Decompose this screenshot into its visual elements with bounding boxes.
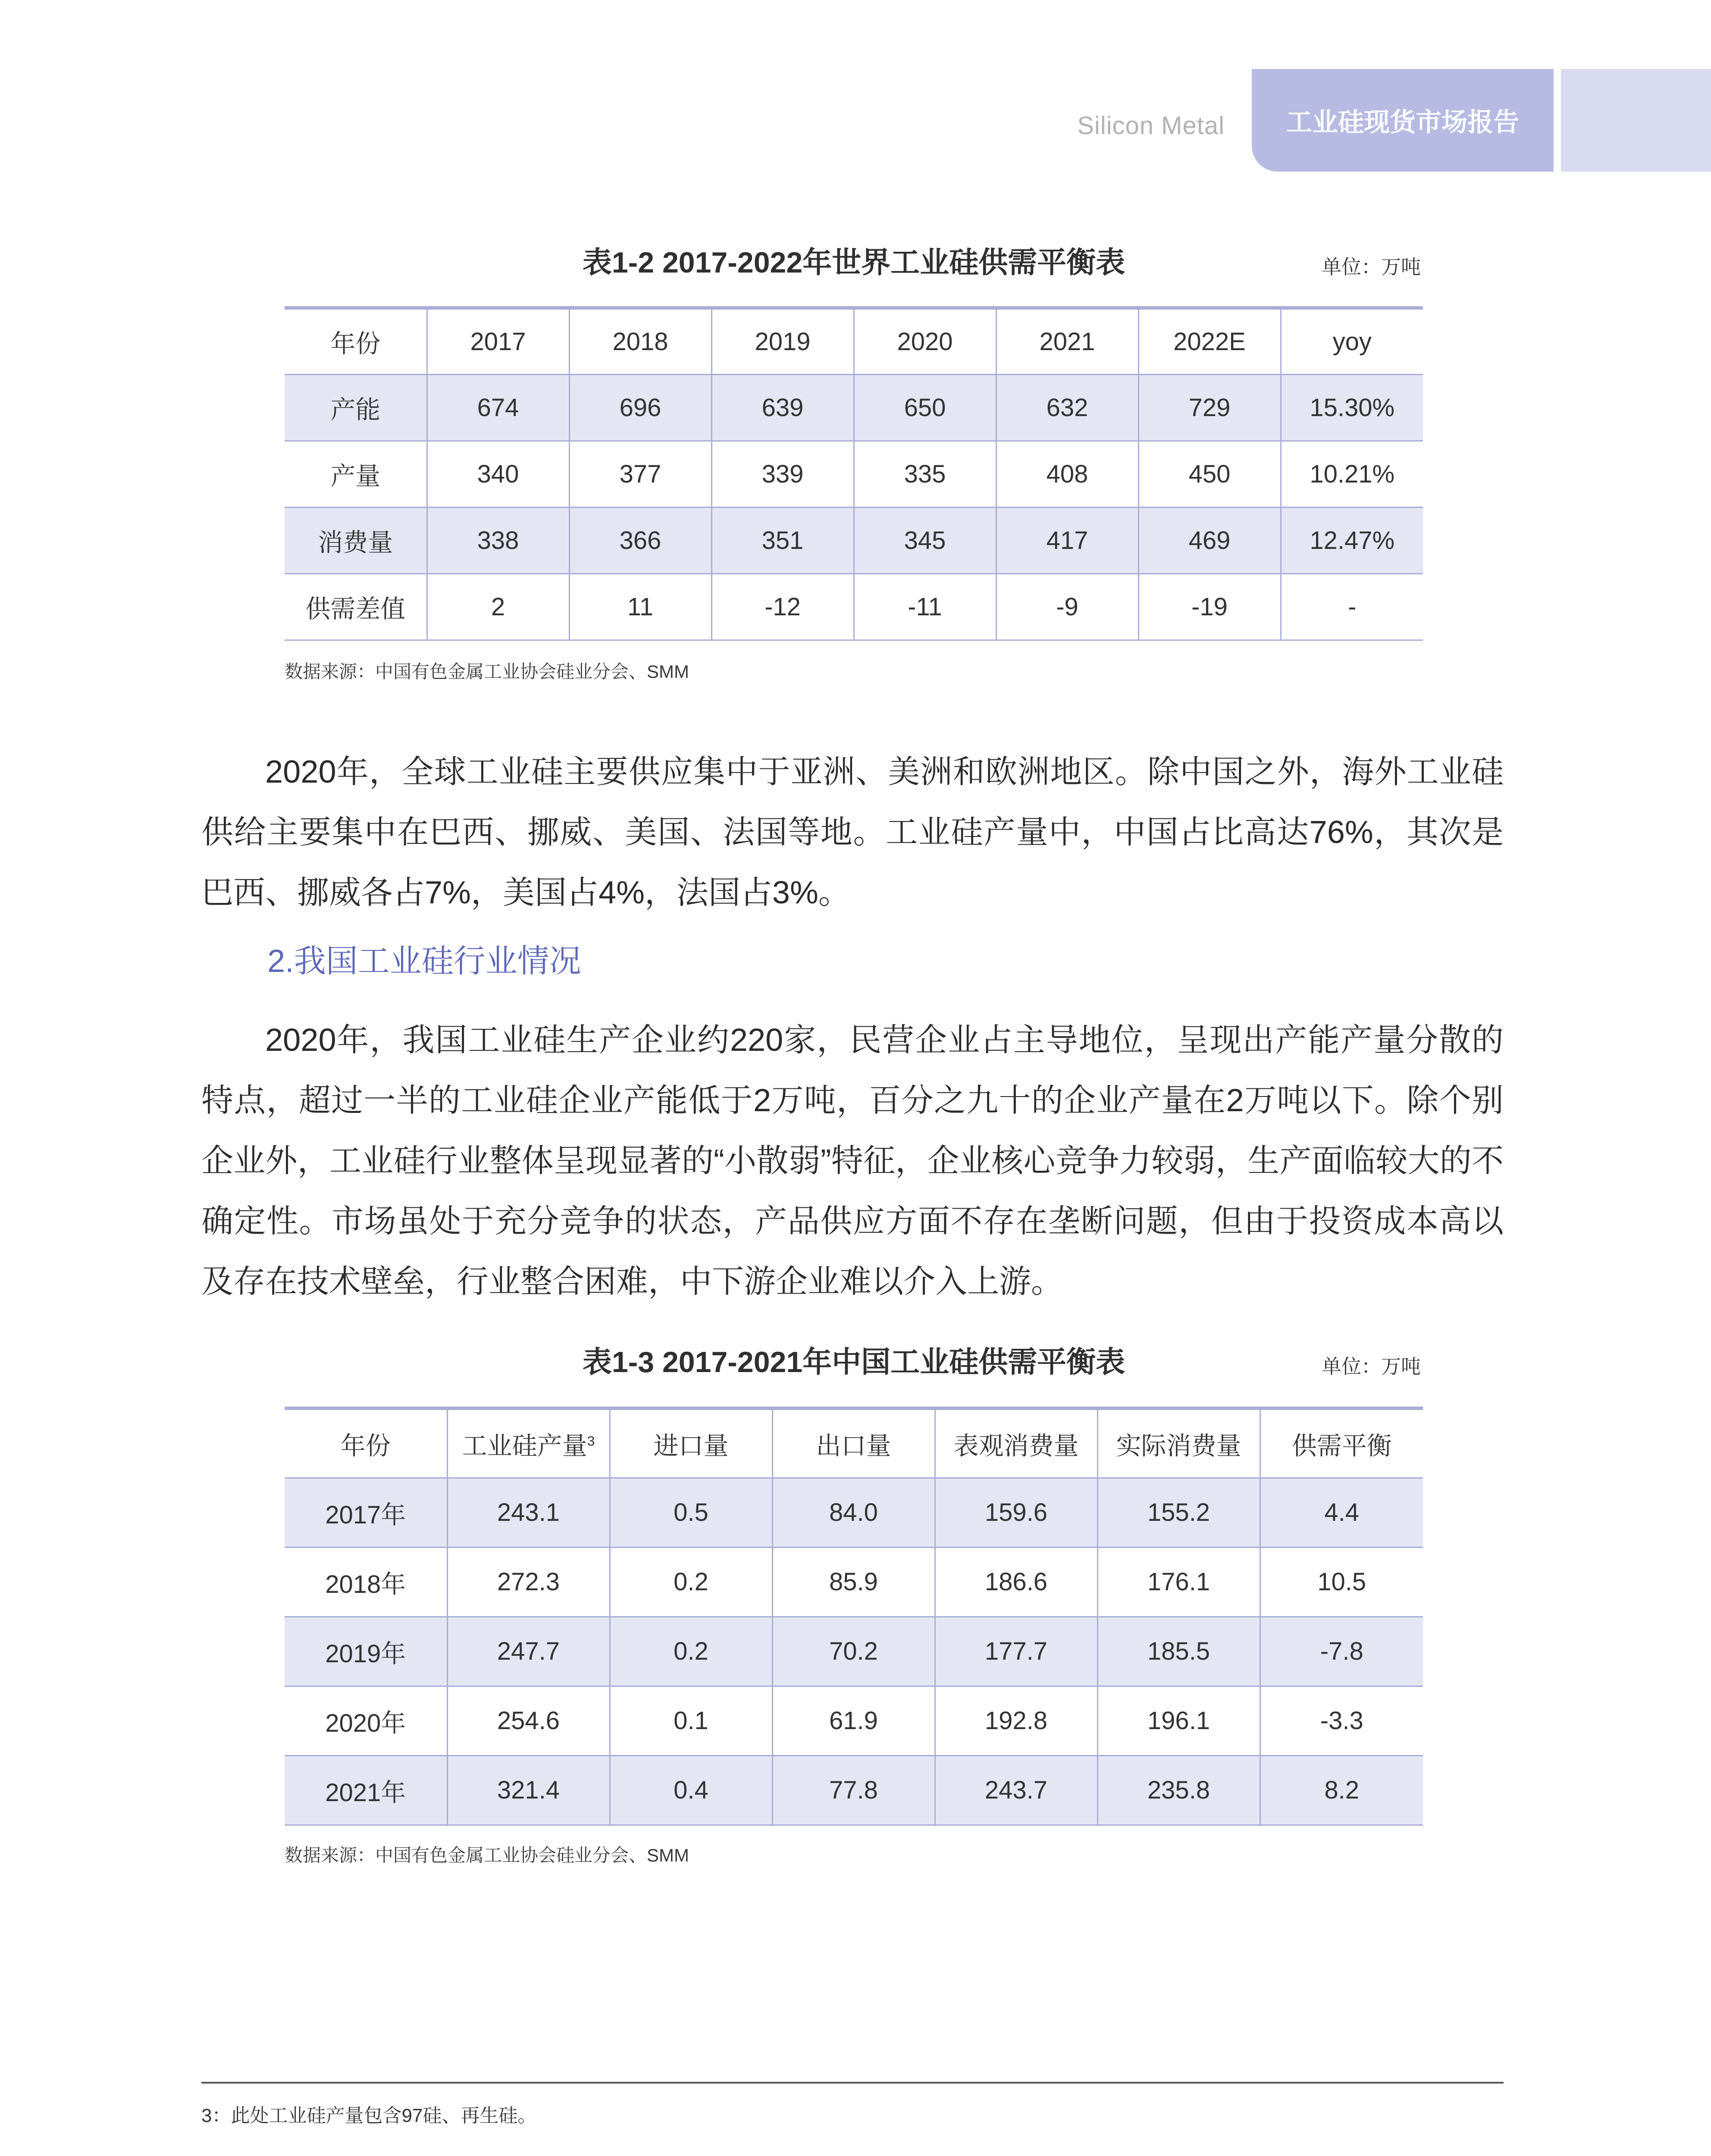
cell-text: 0.4 (674, 1776, 708, 1804)
table-row (285, 441, 1423, 507)
cell-text: 8.2 (1324, 1776, 1360, 1804)
cell-text: 2020年 (325, 1709, 406, 1737)
cell-text: -3.3 (1320, 1707, 1363, 1735)
table1-source: 数据来源：中国有色金属工业协会硅业分会、SMM (285, 661, 689, 682)
cell-text: 243.1 (497, 1498, 560, 1526)
cell-text: 176.1 (1147, 1568, 1210, 1596)
table1-cell: 674 (427, 374, 569, 441)
table2-cell (447, 1478, 610, 1547)
table2-cell (772, 1478, 935, 1547)
cell-text: 表观消费量 (953, 1432, 1079, 1460)
table1-cell: 10.21% (1281, 441, 1423, 507)
cell-text: 155.2 (1147, 1498, 1210, 1526)
cell-text: 2021年 (325, 1778, 406, 1807)
table2-source: 数据来源：中国有色金属工业协会硅业分会、SMM (285, 1845, 689, 1865)
cell-text: 0.2 (674, 1637, 708, 1665)
table1-cell: 696 (569, 374, 711, 441)
footnote-divider (201, 2082, 1504, 2084)
table1-header-cell: 2019 (711, 308, 854, 374)
table2 (285, 1407, 1423, 1826)
table1-cell: 11 (569, 573, 711, 640)
table2-cell (610, 1478, 772, 1547)
table1-cell: 417 (996, 507, 1138, 573)
table2-cell (935, 1755, 1097, 1825)
table2-cell (1097, 1755, 1260, 1825)
cell-text: 10.5 (1317, 1568, 1366, 1596)
cell-text: 出口量 (816, 1432, 891, 1460)
table1-header-cell: 2022E (1138, 308, 1281, 374)
table2-title: 表1-3 2017-2021年中国工业硅供需平衡表 (582, 1346, 1125, 1379)
table2-header-cell (610, 1408, 772, 1478)
table1-cell: 335 (854, 441, 996, 507)
table1-header-cell: 2020 (854, 308, 996, 374)
footnote-mark: 3 (587, 1433, 595, 1449)
cell-text: 供需平衡 (1291, 1432, 1392, 1460)
table1-cell: 338 (427, 507, 569, 573)
table1 (285, 306, 1423, 641)
cell-text: 192.8 (984, 1707, 1048, 1735)
section-heading-china-industry: 2.我国工业硅行业情况 (267, 943, 581, 979)
cell-text: 实际消费量 (1116, 1432, 1241, 1460)
table1-header-cell: 年份 (285, 308, 427, 374)
table1-cell: 产能 (285, 374, 427, 441)
table2-header-cell (935, 1408, 1097, 1478)
table1-cell: 供需差值 (285, 573, 427, 640)
paragraph-global-supply: 2020年，全球工业硅主要供应集中于亚洲、美洲和欧洲地区。除中国之外，海外工业硅供给主要集中在巴西、挪威、美国、法国等地。工业硅产量中，中国占比高达76%，其次是巴西、挪威各占7%，美国占4%，法国占3%。 (201, 754, 1504, 910)
cell-text: 0.5 (674, 1498, 708, 1526)
cell-text: 272.3 (497, 1568, 560, 1596)
table1-title: 表1-2 2017-2022年世界工业硅供需平衡表 (582, 246, 1125, 279)
table2-cell (1097, 1547, 1260, 1617)
table2-cell (772, 1755, 935, 1825)
table2-cell (935, 1617, 1097, 1686)
table1-cell: 632 (996, 374, 1138, 441)
cell-text: 进口量 (653, 1432, 729, 1460)
table2-cell (610, 1755, 772, 1825)
table1-cell: 366 (569, 507, 711, 573)
table1-cell: 12.47% (1281, 507, 1423, 573)
table1-cell: 639 (711, 374, 854, 441)
cell-text: 61.9 (829, 1707, 878, 1735)
table2-header-cell (1097, 1408, 1260, 1478)
table2-cell (935, 1547, 1097, 1617)
table1-cell: 469 (1138, 507, 1281, 573)
cell-text: 186.6 (984, 1568, 1048, 1596)
table1-cell: 351 (711, 507, 854, 573)
cell-text: 243.7 (984, 1776, 1048, 1804)
table1-cell: -11 (854, 573, 996, 640)
table2-cell (1260, 1547, 1423, 1617)
cell-text: 247.7 (497, 1637, 560, 1665)
table1-cell: 产量 (285, 441, 427, 507)
table2-cell (285, 1617, 447, 1686)
table2-cell (1260, 1478, 1423, 1547)
table1-header-cell: 2017 (427, 308, 569, 374)
cell-text: 321.4 (497, 1776, 560, 1804)
cell-text: 2018年 (325, 1570, 406, 1598)
table1-cell: 消费量 (285, 507, 427, 573)
table2-cell (610, 1686, 772, 1755)
table2-cell (1097, 1478, 1260, 1547)
table1-unit: 单位：万吨 (1322, 256, 1421, 278)
cell-text: 235.8 (1147, 1776, 1210, 1804)
cell-text: 85.9 (829, 1568, 878, 1596)
footnote-text: 3：此处工业硅产量包含97硅、再生硅。 (201, 2105, 537, 2126)
table2-cell (1260, 1617, 1423, 1686)
table1-cell: 650 (854, 374, 996, 441)
table-row (285, 573, 1423, 640)
table2-cell (772, 1547, 935, 1617)
table1-cell: 450 (1138, 441, 1281, 507)
table2-cell (285, 1478, 447, 1547)
table2-cell (1097, 1686, 1260, 1755)
table2-cell (772, 1686, 935, 1755)
table-row (285, 1547, 1423, 1617)
table2-cell (935, 1478, 1097, 1547)
table2-cell (610, 1617, 772, 1686)
cell-text: 159.6 (984, 1498, 1048, 1526)
table2-cell (285, 1686, 447, 1755)
table2-cell (447, 1686, 610, 1755)
cell-text: 84.0 (829, 1498, 878, 1526)
table2-unit: 单位：万吨 (1322, 1355, 1421, 1378)
cell-text: 196.1 (1147, 1707, 1210, 1735)
table1-cell: 15.30% (1281, 374, 1423, 441)
table2-cell (447, 1617, 610, 1686)
table2-cell (447, 1755, 610, 1825)
cell-text: 254.6 (497, 1707, 560, 1735)
cell-text: 185.5 (1147, 1637, 1210, 1665)
table1-cell: -9 (996, 573, 1138, 640)
table1-cell: 2 (427, 573, 569, 640)
table1-cell: - (1281, 573, 1423, 640)
table2-header-cell (447, 1408, 610, 1478)
table2-header-row (285, 1408, 1423, 1478)
table-row (285, 1686, 1423, 1755)
table1-header-cell: 2018 (569, 308, 711, 374)
cell-text: 2019年 (325, 1639, 406, 1668)
table2-cell (610, 1547, 772, 1617)
table1-cell: -12 (711, 573, 854, 640)
table1-cell: 377 (569, 441, 711, 507)
table-row (285, 1478, 1423, 1547)
paragraph-china-industry: 2020年，我国工业硅生产企业约220家，民营企业占主导地位，呈现出产能产量分散的特点，超过一半的工业硅企业产能低于2万吨，百分之九十的企业产量在2万吨以下。除个别企业外，工业硅行业整体呈现显著的“小散弱”特征，企业核心竞争力较弱，生产面临较大的不确定性。市场虽处于充分竞争的状态，产品供应方面不存在垄断问题，但由于投资成本高以及存在技术壁垒，行业整合困难，中下游企业难以介入上游。 (201, 1022, 1504, 1299)
table1-cell: -19 (1138, 573, 1281, 640)
cell-text: 177.7 (984, 1637, 1048, 1665)
table2-cell (285, 1755, 447, 1825)
table1-cell: 339 (711, 441, 854, 507)
table1-header-cell: yoy (1281, 308, 1423, 374)
cell-text: 0.2 (674, 1568, 708, 1596)
header-decor-block (1561, 69, 1711, 172)
table1-cell: 408 (996, 441, 1138, 507)
table2-cell (285, 1547, 447, 1617)
table2-cell (1260, 1686, 1423, 1755)
table2-cell (1097, 1617, 1260, 1686)
table-row (285, 374, 1423, 441)
table2-cell (447, 1547, 610, 1617)
header-report-title (1252, 69, 1554, 172)
table1-cell: 345 (854, 507, 996, 573)
table2-cell (935, 1686, 1097, 1755)
table1-header-cell: 2021 (996, 308, 1138, 374)
table1-header-row (285, 308, 1423, 374)
cell-text: -7.8 (1320, 1637, 1363, 1665)
cell-text: 年份 (340, 1432, 391, 1460)
table1-cell: 729 (1138, 374, 1281, 441)
table-row (285, 1617, 1423, 1686)
table2-header-cell (772, 1408, 935, 1478)
table-row (285, 507, 1423, 573)
table2-header-cell (285, 1408, 447, 1478)
cell-text: 70.2 (829, 1637, 878, 1665)
cell-text: 工业硅产量 (462, 1432, 587, 1460)
table1-cell: 340 (427, 441, 569, 507)
cell-text: 0.1 (674, 1707, 708, 1735)
table2-cell (772, 1617, 935, 1686)
table2-cell (1260, 1755, 1423, 1825)
header-report-title-text: 工业硅现货市场报告 (1286, 108, 1519, 137)
table2-header-cell (1260, 1408, 1423, 1478)
cell-text: 4.4 (1324, 1498, 1360, 1526)
header-english-title: Silicon Metal (1077, 112, 1225, 140)
table-row (285, 1755, 1423, 1825)
cell-text: 77.8 (829, 1776, 878, 1804)
cell-text: 2017年 (325, 1501, 406, 1529)
